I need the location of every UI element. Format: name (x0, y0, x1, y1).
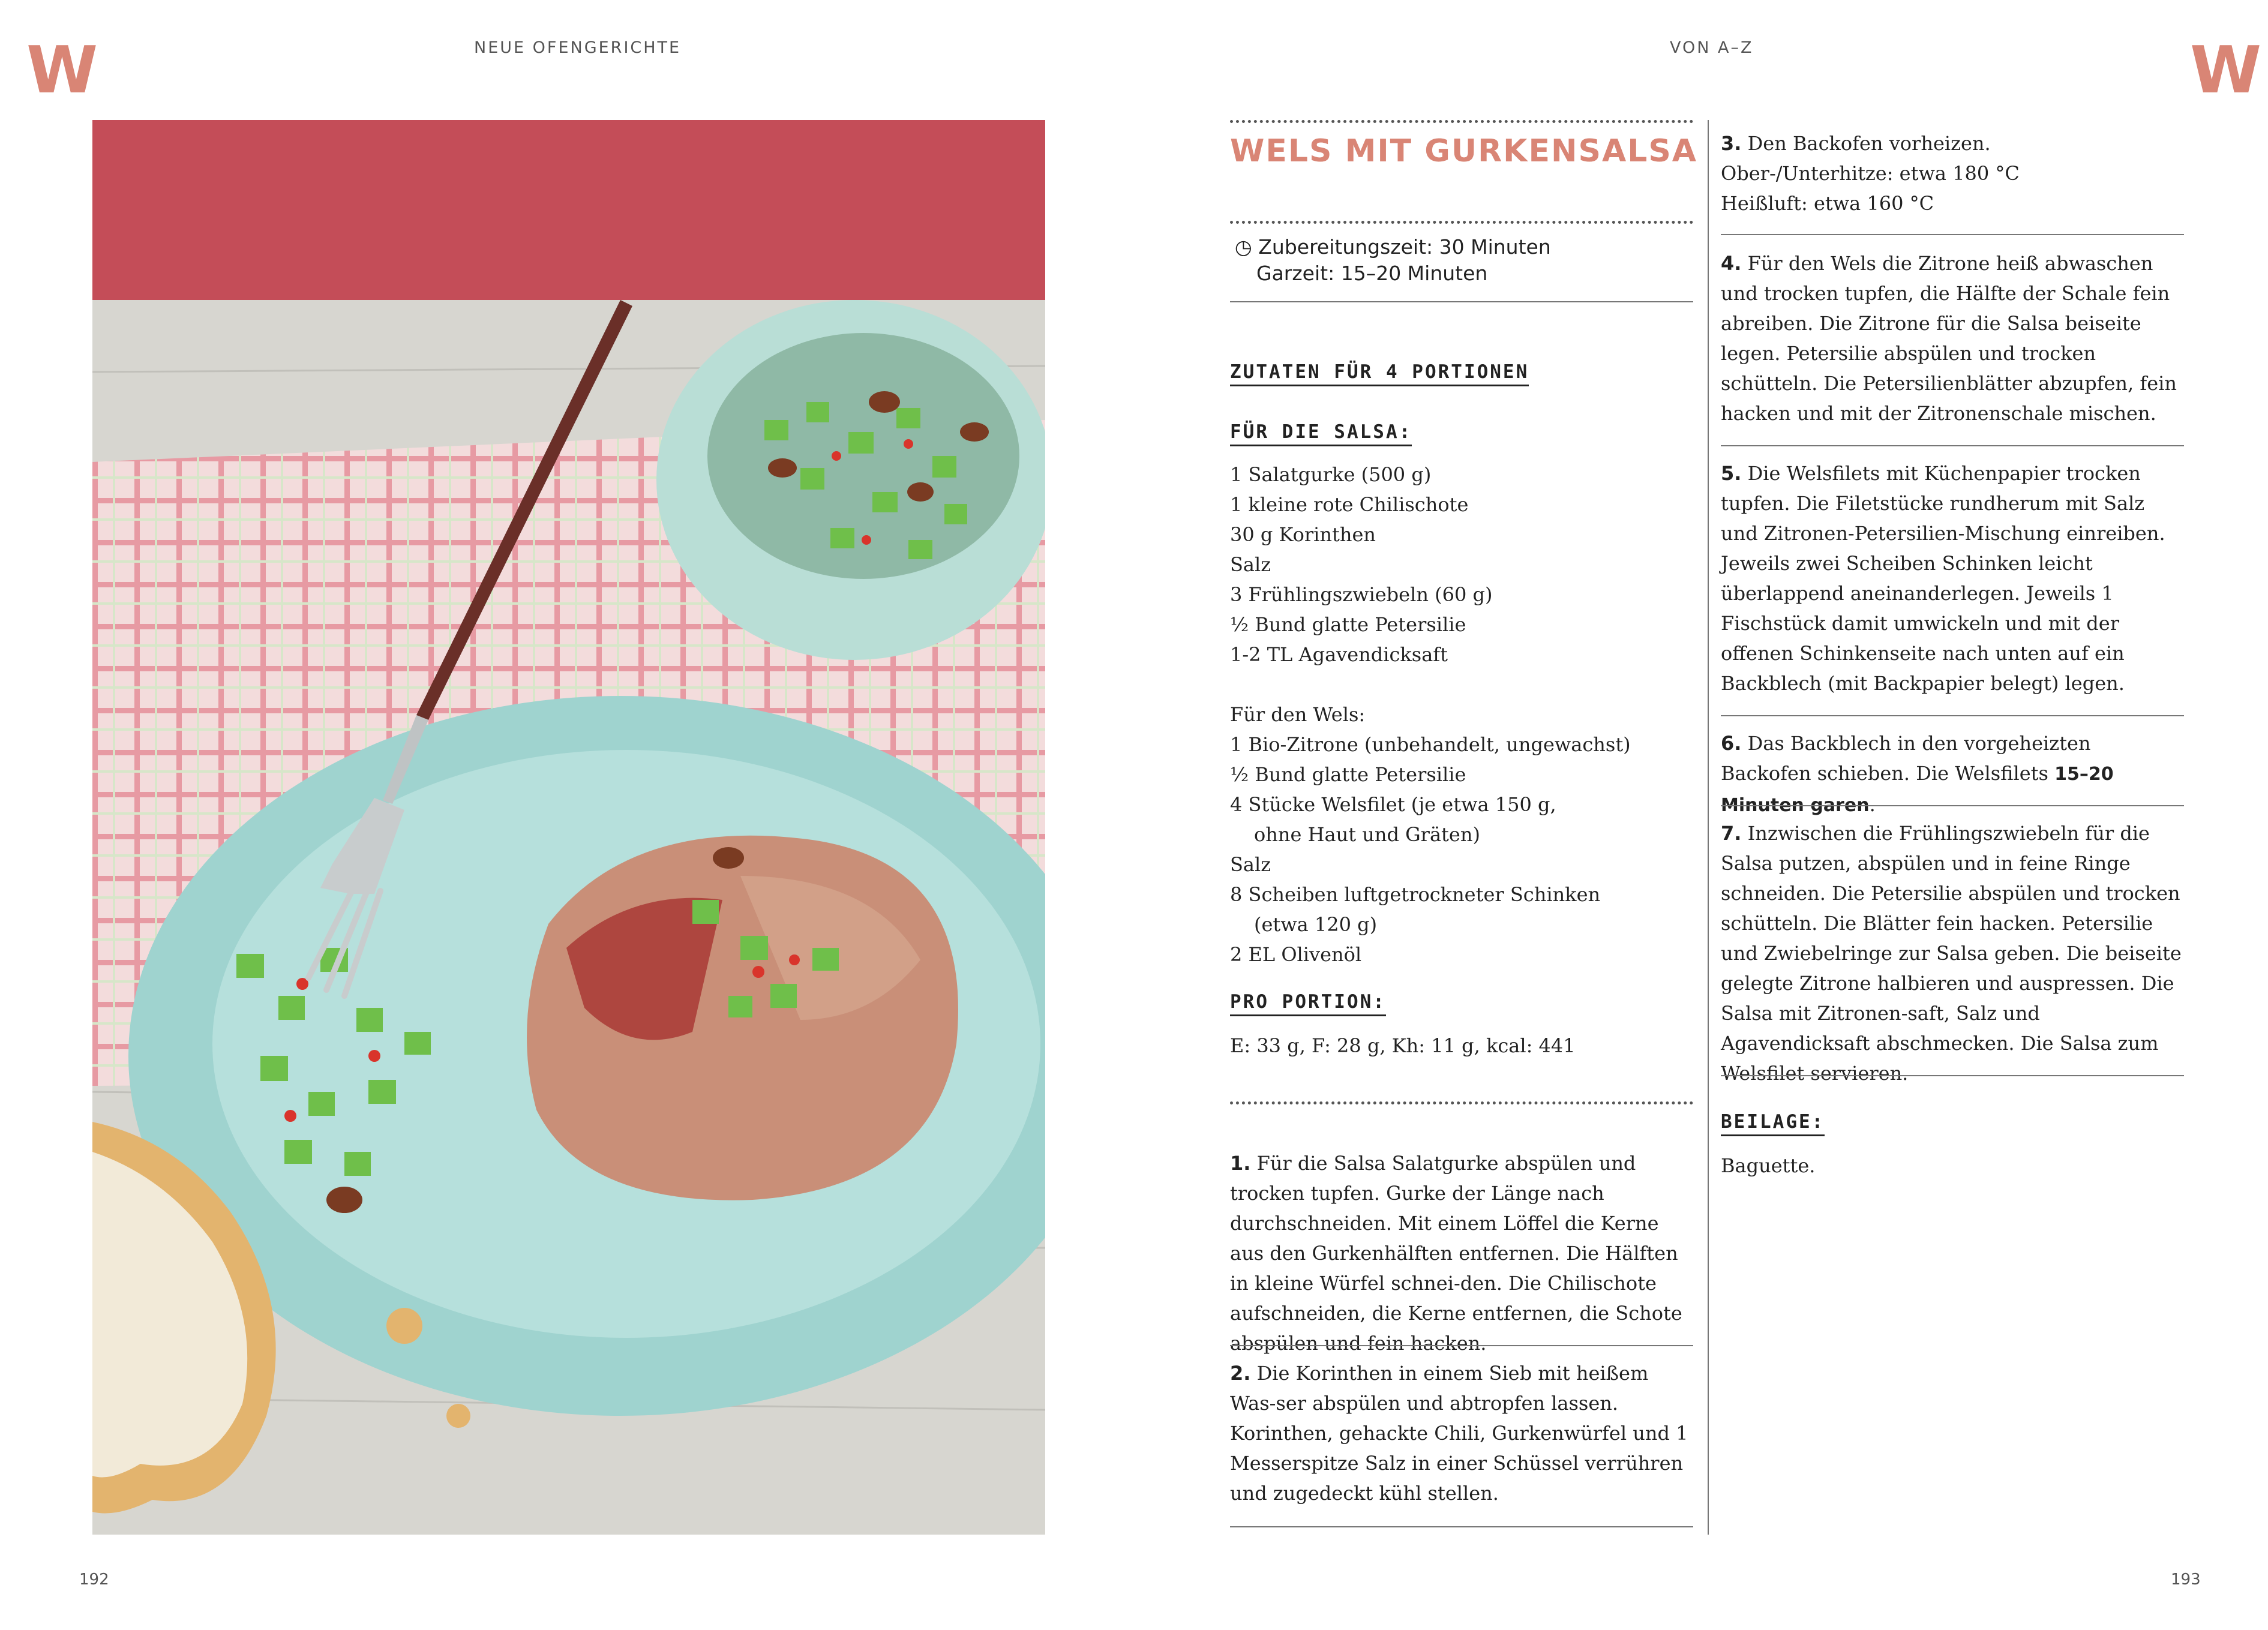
ingredient-item: 8 Scheiben luftgetrockneter Schinken (1230, 883, 1601, 906)
step-text: Die Welsfilets mit Küchenpapier trocken tupfen. Die Filetstücke rundherum mit Salz und Zitronen-Petersilien-Mischung einreiben. Jeweils zwei Scheiben Schinken leicht überlappend aneinanderlegen. Jeweils 1 Fischstück damit umwickeln und mit der offenen Schinkenseite nach unten auf ein Backblech (mit Backpapier belegt) legen. (1721, 462, 2165, 695)
step-number: 2. (1230, 1362, 1251, 1385)
bowl-icon (656, 300, 1045, 660)
step-number: 1. (1230, 1152, 1251, 1175)
step-text: Für die Salsa Salatgurke abspülen und trocken tupfen. Gurke der Länge nach durchschneiden. Mit einem Löffel die Kerne aus den Gurkenhälften entfernen. Die Hälften in kleine Würfel schnei-den. Die Chilischote aufschneiden, die Kerne entfernen, die Schote abspülen und fein hacken. (1230, 1152, 1682, 1355)
prep-time: Zubereitungszeit: 30 Minuten (1258, 235, 1551, 259)
ingredient-item: 1 Bio-Zitrone (unbehandelt, ungewachst) (1230, 733, 1631, 756)
side-dish-value: Baguette. (1721, 1154, 1816, 1177)
step-text: Inzwischen die Frühlingszwiebeln für die Salsa putzen, abspülen und in feine Ringe schneiden. Die Petersilie abspülen und trocken schütteln. Die Blätter fein hacken. Petersilie und Zwiebelringe zur Salsa geben. Die beiseite gelegte Zitrone halbieren und auspressen. Die Salsa mit Zitronen-saft, Salz und Agavendicksaft abschmecken. Die Salsa zum Welsfilet servieren. (1721, 822, 2182, 1085)
title-rule-top (1230, 120, 1693, 123)
step-number: 5. (1721, 462, 1742, 485)
ingredients-heading: ZUTATEN FÜR 4 PORTIONEN (1230, 361, 1529, 386)
portion-heading: PRO PORTION: (1230, 991, 1386, 1016)
step-text: Den Backofen vorheizen. (1747, 132, 1991, 155)
ingredient-item: 4 Stücke Welsfilet (je etwa 150 g, (1230, 793, 1556, 816)
step-number: 4. (1721, 252, 1742, 275)
ingredient-item: 1 Salatgurke (500 g) (1230, 463, 1432, 486)
step-text: Heißluft: etwa 160 °C (1721, 192, 1934, 215)
ingredient-item: 30 g Korinthen (1230, 523, 1376, 546)
recipe-title: WELS MIT GURKENSALSA (1230, 133, 1698, 169)
running-head-left: NEUE OFENGERICHTE (474, 38, 682, 57)
step-4 (1721, 248, 2184, 428)
time-rule (1230, 301, 1693, 302)
clock-icon: ◷ (1235, 235, 1252, 259)
ingredient-item: 2 EL Olivenöl (1230, 943, 1362, 966)
ingredient-item: ½ Bund glatte Petersilie (1230, 613, 1466, 636)
ingredient-item: ohne Haut und Gräten) (1254, 823, 1480, 846)
page-number-left: 192 (79, 1571, 109, 1589)
ingredient-item: Salz (1230, 853, 1271, 876)
step-7 (1721, 818, 2184, 1088)
fish-fillet (527, 836, 958, 1200)
step-text: Ober-/Unterhitze: etwa 180 °C (1721, 162, 2020, 185)
step-2 (1230, 1358, 1693, 1508)
running-head-right: VON A–Z (1670, 38, 1754, 57)
step-number: 6. (1721, 732, 1742, 755)
ingredient-item: (etwa 120 g) (1254, 913, 1378, 936)
step-number: 3. (1721, 132, 1742, 155)
step-rule (1230, 1526, 1693, 1527)
ingredient-list (1230, 460, 1693, 969)
step-text: Für den Wels die Zitrone heiß abwaschen und trocken tupfen, die Hälfte der Schale fein abreiben. Die Zitrone für die Salsa beiseite legen. Petersilie abspülen und trocken schütteln. Die Petersilienblätter abzupfen, fein hacken und mit der Zitronenschale mischen. (1721, 252, 2177, 425)
ingredient-item: 1-2 TL Agavendicksaft (1230, 643, 1448, 666)
step-rule (1721, 805, 2184, 806)
step-rule (1721, 234, 2184, 235)
section-letter-left: W (26, 33, 98, 108)
step-text-tail: . (1869, 793, 1876, 816)
side-dish-heading: BEILAGE: (1721, 1111, 1825, 1136)
step-6 (1721, 728, 2184, 821)
wels-heading: Für den Wels: (1230, 703, 1366, 726)
step-text: Das Backblech in den vorgeheizten Backofen schieben. Die Welsfilets (1721, 732, 2091, 785)
step-rule (1721, 715, 2184, 716)
portion-value: E: 33 g, F: 28 g, Kh: 11 g, kcal: 441 (1230, 1034, 1576, 1057)
step-rule (1230, 1345, 1693, 1346)
ingredient-item: ½ Bund glatte Petersilie (1230, 763, 1466, 786)
steps-rule (1230, 1101, 1693, 1104)
step-5 (1721, 458, 2184, 698)
cook-time: Garzeit: 15–20 Minuten (1256, 262, 1488, 285)
recipe-photo (92, 120, 1045, 1535)
salsa-heading: FÜR DIE SALSA: (1230, 421, 1412, 446)
ingredient-item: Salz (1230, 553, 1271, 576)
step-rule (1721, 445, 2184, 446)
step-bold-text: 15–20 Minuten garen (1721, 764, 2114, 816)
step-1 (1230, 1148, 1693, 1358)
step-number: 7. (1721, 822, 1742, 845)
title-rule-bottom (1230, 221, 1693, 224)
ingredient-item: 3 Frühlingszwiebeln (60 g) (1230, 583, 1493, 606)
section-letter-right: W (2190, 33, 2262, 108)
column-divider (1708, 120, 1709, 1535)
page-number-right: 193 (2171, 1571, 2201, 1589)
time-info (1235, 234, 1551, 287)
step-rule (1721, 1075, 2184, 1076)
step-3 (1721, 128, 2184, 218)
step-text: Die Korinthen in einem Sieb mit heißem Was-ser abspülen und abtropfen lassen. Korinthen, gehackte Chili, Gurkenwürfel und 1 Messerspitze Salz in einer Schüssel verrühren und zugedeckt kühl stellen. (1230, 1362, 1688, 1505)
ingredient-item: 1 kleine rote Chilischote (1230, 493, 1469, 516)
